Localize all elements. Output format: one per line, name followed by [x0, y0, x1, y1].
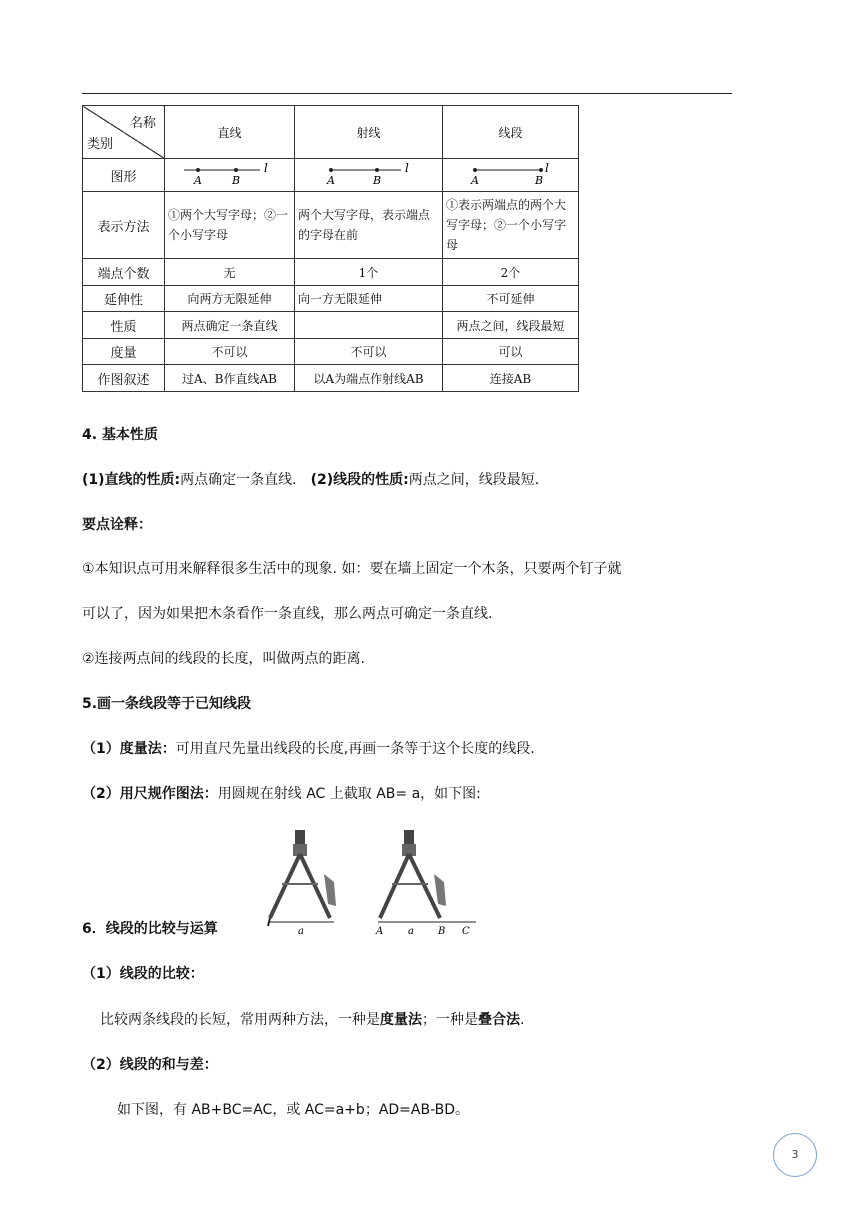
cell-measure-ray: 不可以 [295, 339, 443, 365]
figure-ray-cell [295, 159, 443, 192]
line-l-label: l [263, 161, 268, 175]
section5-item2 [82, 783, 481, 803]
cell-notation-ray: 两个大写字母，表示端点的字母在前 [295, 192, 443, 259]
compass-method-label: （2）用尺规作图法： [82, 786, 218, 802]
header-rule [82, 93, 732, 94]
point-a-label: A [193, 173, 202, 186]
segment-property-text: 两点之间，线段最短． [408, 472, 549, 488]
page-number-badge: 3 [773, 1133, 817, 1177]
measure-method-label: （1）度量法： [82, 741, 176, 757]
col-header-segment: 线段 [443, 106, 579, 159]
cell-extension-line: 向两方无限延伸 [165, 286, 295, 312]
col-header-line: 直线 [165, 106, 295, 159]
comparison-table [82, 105, 579, 392]
point-a-label: A [326, 173, 335, 186]
corner-top-label: 名称 [129, 116, 156, 131]
comparison-text-end: . [520, 1012, 525, 1028]
cell-extension-segment: 不可延伸 [443, 286, 579, 312]
point-B-label: B [438, 926, 446, 936]
overlap-method-term: 叠合法 [478, 1012, 520, 1028]
point-b-label: B [534, 173, 543, 186]
point-b-label: B [231, 173, 240, 186]
corner-cell [83, 106, 165, 159]
note1-line1: ①本知识点可用来解释很多生活中的现象. 如：要在墙上固定一个木条，只要两个钉子就 [82, 561, 622, 577]
measure-method-term: 度量法 [380, 1012, 422, 1028]
segment-property-label: (2)线段的性质: [310, 472, 409, 488]
section4-properties [82, 469, 549, 489]
cell-property-line: 两点确定一条直线 [165, 312, 295, 339]
row-head-construction: 作图叙述 [83, 365, 165, 392]
cell-property-segment: 两点之间，线段最短 [443, 312, 579, 339]
section6-comparison-text [100, 1009, 524, 1029]
cell-construction-segment: 连接AB [443, 365, 579, 392]
segment-l-label: l [544, 161, 549, 175]
corner-bottom-label: 类别 [87, 137, 114, 152]
line-figure [180, 162, 280, 186]
row-head-notation: 表示方法 [83, 192, 165, 259]
line-property-label: (1)直线的性质: [82, 472, 181, 488]
row-head-property: 性质 [83, 312, 165, 339]
figure-segment-cell [443, 159, 579, 192]
point-C-label: C [462, 926, 470, 936]
cell-construction-ray: 以A为端点作射线AB [295, 365, 443, 392]
col-header-ray: 射线 [295, 106, 443, 159]
note2: ②连接两点间的线段的长度，叫做两点的距离. [82, 651, 365, 667]
figure-line-cell [165, 159, 295, 192]
notes-heading: 要点诠释： [82, 517, 152, 533]
section4-heading: 4. 基本性质 [82, 427, 158, 443]
cell-measure-segment: 可以 [443, 339, 579, 365]
compass-left [268, 830, 336, 926]
compass-figure [262, 826, 480, 936]
ray-figure [319, 162, 419, 186]
measure-method-text: 可用直尺先量出线段的长度,再画一条等于这个长度的线段. [175, 741, 535, 757]
cell-measure-line: 不可以 [165, 339, 295, 365]
row-head-figure: 图形 [83, 159, 165, 192]
cell-extension-ray: 向一方无限延伸 [295, 286, 443, 312]
segment-a-label: a [298, 926, 304, 936]
section6-heading: 6．线段的比较与运算 [82, 921, 218, 937]
line-property-text: 两点确定一条直线． [180, 472, 307, 488]
cell-property-ray [295, 312, 443, 339]
ray-a-label: a [408, 926, 414, 936]
cell-endpoints-segment: 2个 [443, 259, 579, 286]
comparison-text-pre: 比较两条线段的长短，常用两种方法，一种是 [100, 1012, 380, 1028]
segment-figure [461, 162, 561, 186]
comparison-text-mid: ；一种是 [422, 1012, 478, 1028]
point-a-label: A [470, 173, 479, 186]
section6-sub2: （2）线段的和与差： [82, 1057, 218, 1073]
cell-endpoints-ray: 1个 [295, 259, 443, 286]
section5-heading: 5.画一条线段等于已知线段 [82, 696, 252, 712]
cell-endpoints-line: 无 [165, 259, 295, 286]
point-A-label: A [376, 926, 384, 936]
row-head-measure: 度量 [83, 339, 165, 365]
compass-right [380, 830, 446, 918]
row-head-endpoints: 端点个数 [83, 259, 165, 286]
ray-l-label: l [404, 161, 409, 175]
compass-method-text: 用圆规在射线 AC 上截取 AB= a，如下图: [217, 786, 481, 802]
section5-item1 [82, 738, 535, 758]
cell-notation-line: ①两个大写字母；②一个小写字母 [165, 192, 295, 259]
note1-line2: 可以了，因为如果把木条看作一条直线，那么两点可确定一条直线. [82, 606, 493, 622]
section6-sum-diff-text: 如下图，有 AB+BC=AC，或 AC=a+b；AD=AB-BD。 [117, 1102, 470, 1118]
cell-construction-line: 过A、B作直线AB [165, 365, 295, 392]
cell-notation-segment: ①表示两端点的两个大写字母；②一个小写字母 [443, 192, 579, 259]
row-head-extension: 延伸性 [83, 286, 165, 312]
point-b-label: B [372, 173, 381, 186]
section6-sub1: （1）线段的比较： [82, 966, 204, 982]
